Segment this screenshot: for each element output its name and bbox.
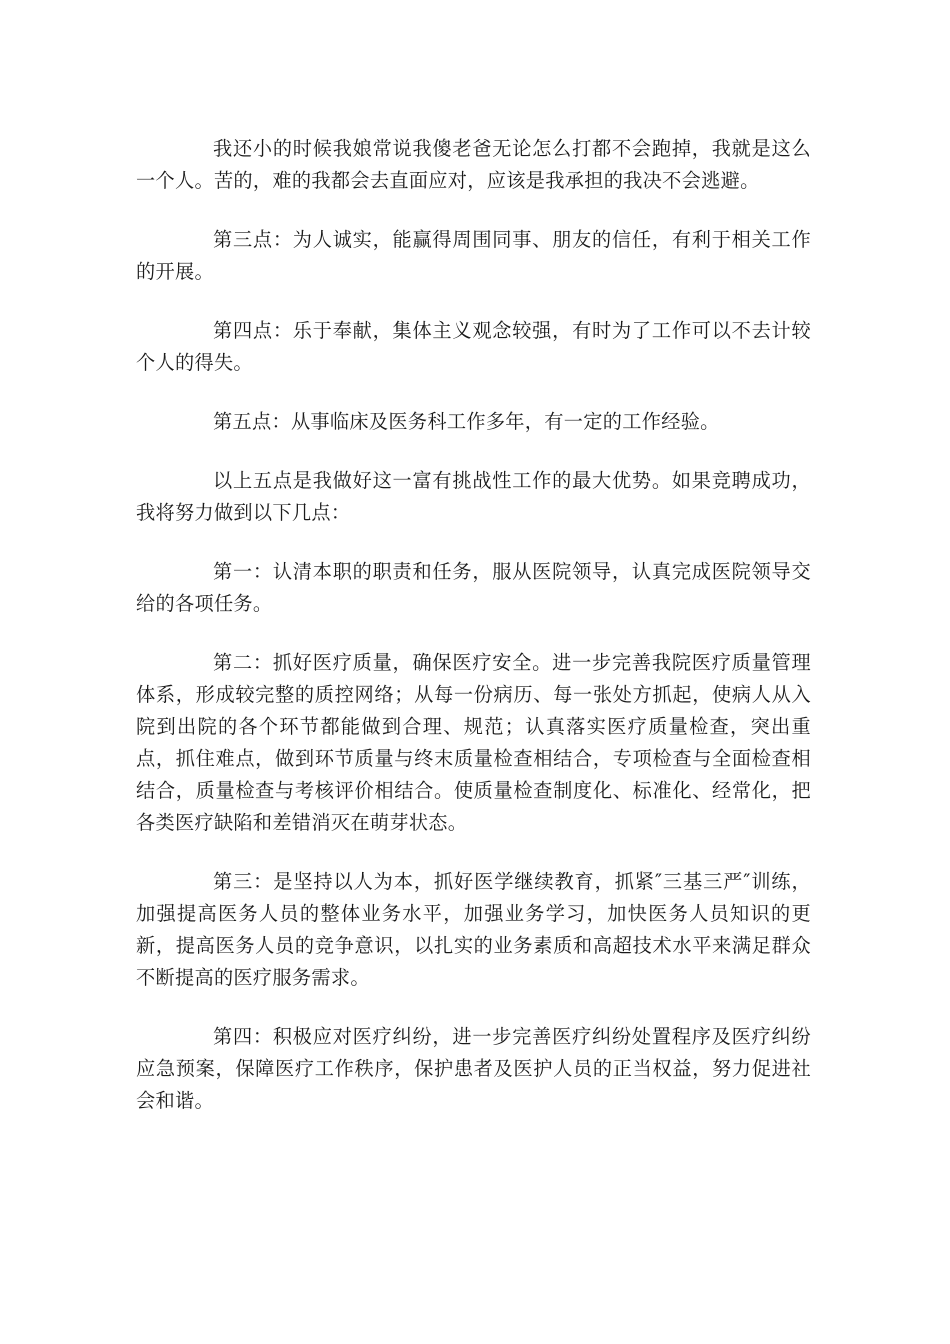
paragraph-plan-one: 第一：认清本职的职责和任务，服从医院领导，认真完成医院领导交给的各项任务。 xyxy=(136,560,811,615)
paragraph-childhood: 我还小的时候我娘常说我傻老爸无论怎么打都不会跑掉，我就是这么一个人。苦的，难的我都会去直面应对，应该是我承担的我决不会逃避。 xyxy=(136,137,811,192)
paragraph-plan-three: 第三：是坚持以人为本，抓好医学继续教育，抓紧″三基三严″训练，加强提高医务人员的整体业务水平，加强业务学习，加快医务人员知识的更新，提高医务人员的竞争意识，以扎实的业务素质和高超技术水平来满足群众不断提高的医疗服务需求。 xyxy=(136,870,811,989)
paragraph-point-three: 第三点：为人诚实，能赢得周围同事、朋友的信任，有利于相关工作的开展。 xyxy=(136,228,811,283)
paragraph-point-five: 第五点：从事临床及医务科工作多年，有一定的工作经验。 xyxy=(213,410,720,433)
document-body xyxy=(136,133,811,1144)
paragraph-plan-two: 第二：抓好医疗质量，确保医疗安全。进一步完善我院医疗质量管理体系，形成较完整的质控网络；从每一份病历、每一张处方抓起，使病人从入院到出院的各个环节都能做到合理、规范；认真落实医疗质量检查，突出重点，抓住难点，做到环节质量与终末质量检查相结合，专项检查与全面检查相结合，质量检查与考核评价相结合。使质量检查制度化、标准化、经常化，把各类医疗缺陷和差错消灭在萌芽状态。 xyxy=(136,651,811,834)
paragraph-plan-four: 第四：积极应对医疗纠纷，进一步完善医疗纠纷处置程序及医疗纠纷应急预案，保障医疗工作秩序，保护患者及医护人员的正当权益，努力促进社会和谐。 xyxy=(136,1025,811,1112)
paragraph-point-four: 第四点：乐于奉献，集体主义观念较强，有时为了工作可以不去计较个人的得失。 xyxy=(136,319,811,374)
paragraph-summary: 以上五点是我做好这一富有挑战性工作的最大优势。如果竞聘成功，我将努力做到以下几点： xyxy=(136,469,811,524)
